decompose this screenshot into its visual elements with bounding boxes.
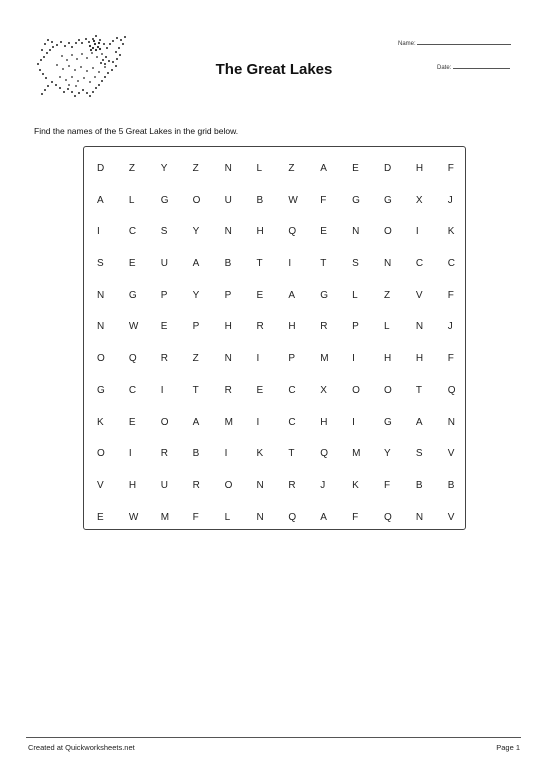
grid-letter: E: [128, 416, 136, 428]
grid-letter: I: [352, 416, 355, 428]
grid-letter: A: [288, 289, 296, 301]
grid-letter: C: [447, 258, 456, 270]
grid-letter: Y: [160, 163, 168, 174]
grid-letter: C: [288, 416, 296, 428]
grid-letter: U: [160, 258, 169, 270]
grid-letter: M: [224, 416, 233, 428]
grid-letter: T: [288, 448, 295, 460]
grid-letter: E: [97, 511, 104, 523]
grid-letter: H: [320, 416, 328, 428]
grid-letter: R: [320, 321, 328, 333]
grid-letter: Q: [447, 384, 456, 396]
grid-letter: K: [97, 416, 104, 428]
grid-letter: H: [288, 321, 296, 333]
grid-letter: F: [192, 511, 199, 523]
grid-letter: C: [128, 384, 137, 396]
grid-letter: H: [415, 163, 424, 174]
grid-letter: R: [160, 353, 169, 365]
footer-credit: Created at Quickworksheets.net: [28, 743, 135, 752]
grid-letter: Q: [384, 511, 392, 523]
grid-letter: B: [224, 258, 232, 270]
grid-letter: K: [352, 479, 359, 491]
grid-letter: A: [320, 163, 327, 174]
grid-letter: G: [320, 289, 329, 301]
grid-letter: Z: [288, 163, 295, 174]
grid-letter: E: [160, 321, 168, 333]
grid-letter: W: [128, 321, 139, 333]
grid-letter: Z: [192, 353, 199, 365]
grid-letter: C: [288, 384, 296, 396]
grid-letter: S: [97, 258, 104, 270]
grid-letter: P: [352, 321, 359, 333]
word-search-grid: [84, 153, 467, 533]
grid-letter: E: [128, 258, 136, 270]
date-blank-line: [453, 68, 510, 69]
grid-letter: V: [447, 448, 455, 460]
grid-letter: G: [384, 416, 392, 428]
grid-letter: L: [256, 163, 263, 174]
grid-letter: P: [160, 289, 168, 301]
grid-letter: H: [384, 353, 392, 365]
grid-letter: I: [256, 416, 260, 428]
grid-letter: G: [160, 194, 169, 206]
grid-letter: M: [320, 353, 329, 365]
grid-letter: N: [224, 353, 232, 365]
grid-letter: J: [320, 479, 326, 491]
grid-letter: V: [97, 479, 104, 491]
grid-letter: C: [128, 226, 137, 238]
grid-letter: H: [415, 353, 424, 365]
grid-letter: N: [447, 416, 456, 428]
name-blank-line: [417, 44, 511, 45]
grid-letter: X: [320, 384, 327, 396]
grid-letter: O: [352, 384, 360, 396]
grid-letter: L: [352, 289, 358, 301]
grid-letter: A: [192, 416, 200, 428]
grid-letter: F: [352, 511, 359, 523]
grid-letter: F: [447, 289, 454, 301]
grid-letter: B: [447, 479, 455, 491]
grid-letter: B: [192, 448, 200, 460]
grid-letter: H: [256, 226, 264, 238]
grid-letter: D: [384, 163, 392, 174]
grid-letter: Y: [384, 448, 391, 460]
grid-letter: I: [256, 353, 260, 365]
grid-letter: G: [97, 384, 105, 396]
grid-letter: N: [256, 511, 264, 523]
instructions: Find the names of the 5 Great Lakes in the grid below.: [34, 126, 239, 136]
grid-letter: I: [160, 384, 164, 396]
grid-letter: E: [256, 289, 264, 301]
grid-letter: F: [447, 163, 454, 174]
grid-letter: J: [447, 194, 453, 206]
grid-letter: I: [97, 226, 100, 238]
grid-letter: L: [224, 511, 231, 523]
grid-letter: P: [288, 353, 296, 365]
grid-letter: O: [224, 479, 233, 491]
grid-letter: M: [160, 511, 170, 523]
grid-letter: H: [224, 321, 232, 333]
grid-letter: S: [352, 258, 359, 270]
grid-letter: O: [384, 384, 392, 396]
name-label: Name:: [398, 41, 416, 47]
grid-letter: E: [320, 226, 327, 238]
grid-letter: V: [415, 289, 423, 301]
grid-letter: Y: [192, 289, 200, 301]
grid-letter: Q: [288, 511, 297, 523]
grid-letter: N: [415, 511, 424, 523]
grid-letter: O: [97, 448, 105, 460]
grid-letter: R: [256, 321, 264, 333]
grid-letter: N: [97, 321, 105, 333]
grid-letter: O: [192, 194, 201, 206]
grid-letter: I: [288, 258, 292, 270]
grid-letter: Y: [192, 226, 200, 238]
name-field: [398, 41, 511, 47]
grid-letter: N: [224, 163, 232, 174]
grid-letter: Q: [288, 226, 297, 238]
grid-letter: V: [447, 511, 455, 523]
grid-letter: Z: [384, 289, 391, 301]
grid-letter: F: [384, 479, 391, 491]
grid-letter: O: [160, 416, 169, 428]
grid-letter: G: [128, 289, 137, 301]
grid-letter: A: [97, 194, 104, 206]
grid-letter: O: [97, 353, 105, 365]
grid-letter: U: [160, 479, 169, 491]
grid-letter: Z: [128, 163, 135, 174]
grid-letter: L: [128, 194, 135, 206]
word-search-box: [83, 146, 466, 530]
grid-letter: N: [352, 226, 360, 238]
grid-letter: E: [352, 163, 359, 174]
grid-letter: I: [415, 226, 419, 238]
grid-letter: E: [256, 384, 264, 396]
grid-letter: U: [224, 194, 232, 206]
grid-letter: T: [415, 384, 423, 396]
grid-letter: P: [192, 321, 200, 333]
grid-letter: R: [192, 479, 200, 491]
grid-letter: N: [97, 289, 105, 301]
grid-letter: S: [160, 226, 168, 238]
grid-letter: F: [447, 353, 454, 365]
grid-letter: D: [97, 163, 105, 174]
grid-letter: S: [415, 448, 423, 460]
grid-letter: G: [384, 194, 392, 206]
grid-letter: N: [256, 479, 264, 491]
grid-letter: Z: [192, 163, 199, 174]
date-field: [437, 65, 510, 71]
grid-letter: R: [160, 448, 169, 460]
grid-letter: T: [192, 384, 199, 396]
grid-letter: J: [447, 321, 453, 333]
grid-letter: I: [128, 448, 132, 460]
grid-letter: N: [415, 321, 424, 333]
worksheet-title: The Great Lakes: [215, 61, 333, 78]
grid-letter: I: [224, 448, 228, 460]
grid-letter: A: [320, 511, 327, 523]
grid-letter: A: [415, 416, 423, 428]
grid-letter: K: [447, 226, 455, 238]
grid-letter: P: [224, 289, 232, 301]
grid-letter: B: [256, 194, 264, 206]
footer-divider: [26, 737, 521, 738]
grid-letter: G: [352, 194, 360, 206]
grid-letter: H: [128, 479, 137, 491]
date-label: Date:: [437, 65, 452, 71]
grid-letter: F: [320, 194, 327, 206]
grid-letter: A: [192, 258, 200, 270]
grid-letter: K: [256, 448, 264, 460]
grid-letter: W: [288, 194, 298, 206]
page-number: Page 1: [496, 743, 520, 752]
grid-letter: B: [415, 479, 423, 491]
grid-letter: C: [415, 258, 424, 270]
grid-letter: T: [320, 258, 327, 270]
grid-letter: R: [224, 384, 232, 396]
grid-letter: X: [415, 194, 423, 206]
grid-letter: L: [384, 321, 390, 333]
grid-letter: T: [256, 258, 263, 270]
grid-letter: W: [128, 511, 139, 523]
grid-letter: N: [384, 258, 392, 270]
grid-letter: Q: [320, 448, 329, 460]
grid-letter: O: [384, 226, 392, 238]
grid-letter: I: [352, 353, 355, 365]
grid-letter: R: [288, 479, 296, 491]
grid-letter: M: [352, 448, 361, 460]
grid-letter: N: [224, 226, 232, 238]
grid-letter: Q: [128, 353, 137, 365]
